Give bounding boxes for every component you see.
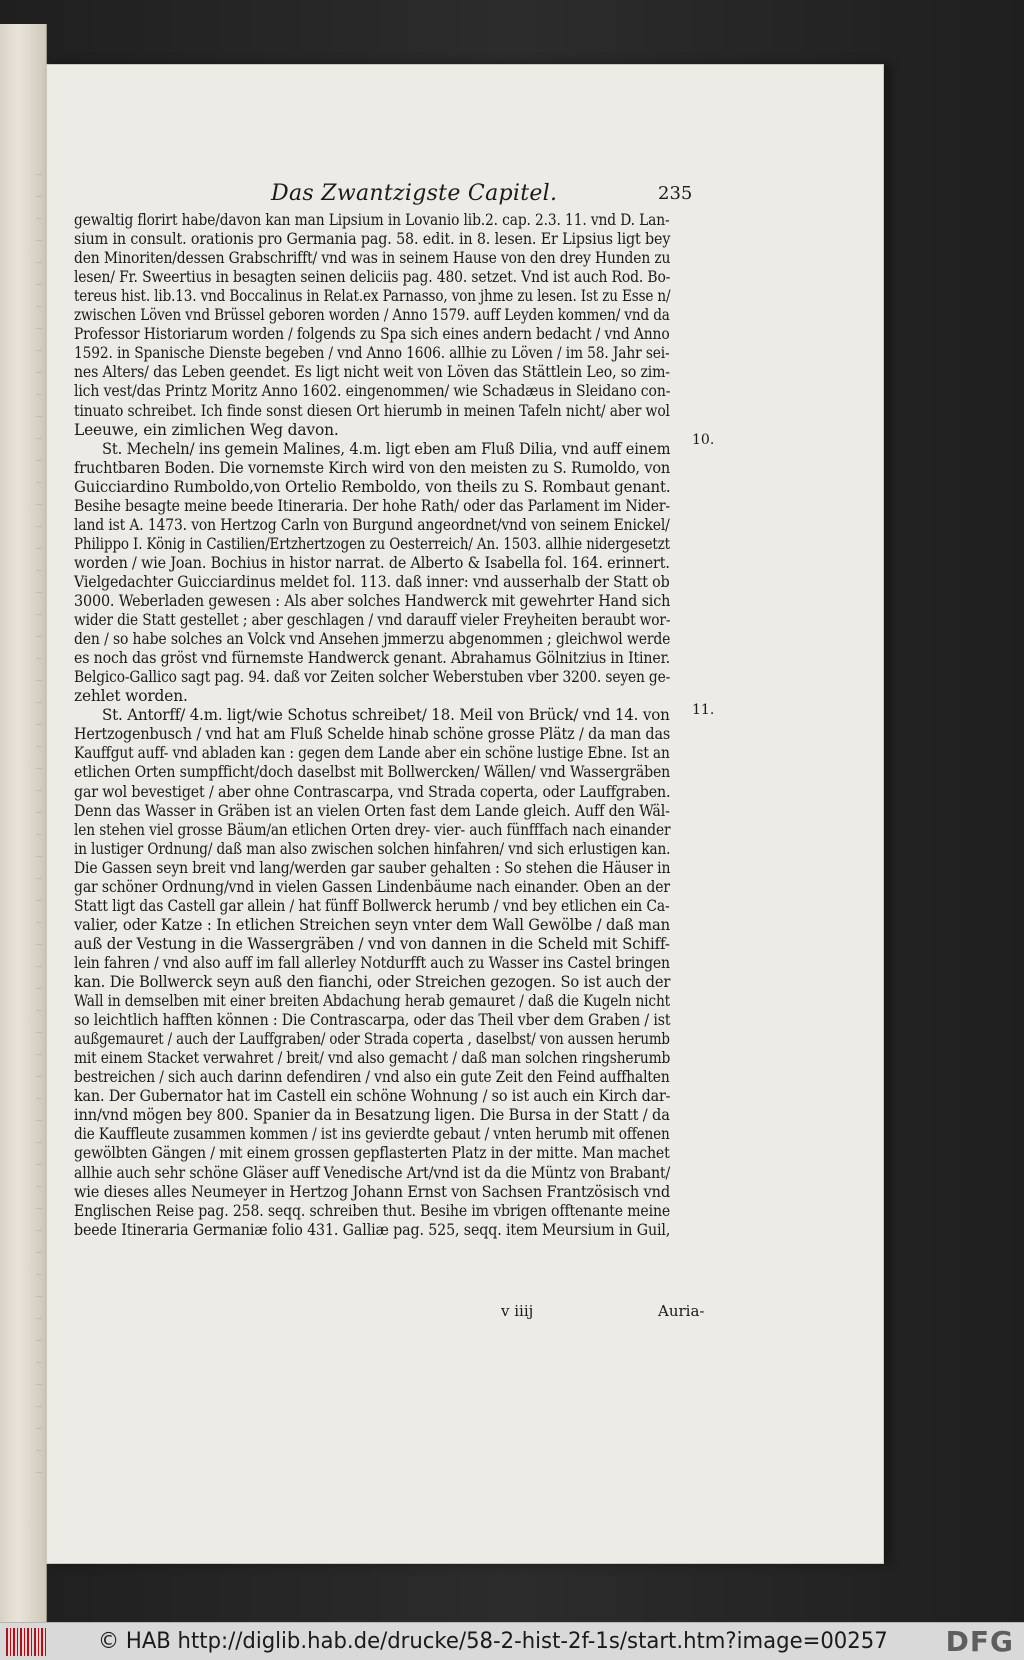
text-line: valier, oder Katze : In etlichen Streichen seyn vnter dem Wall Gewölbe / daß man	[74, 915, 670, 934]
book-edge	[0, 24, 47, 1624]
text-line: kan. Der Gubernator hat im Castell ein schöne Wohnung / so ist auch ein Kirch dar-	[74, 1087, 671, 1106]
text-line: 3000. Weberladen gewesen : Als aber solches Handwerck mit gewehrter Hand sich	[74, 592, 671, 610]
text-line: tereus hist. lib.13. vnd Boccalinus in Relat.ex Parnasso, von jhme zu lesen. Ist zu Esse n/	[74, 287, 671, 306]
text-line: Statt ligt das Castell gar allein / hat fünff Bollwerck herumb / vnd bey etlichen ein Ca-	[74, 896, 670, 915]
margin-note: 11.	[692, 702, 715, 718]
text-line: gar schöner Ordnung/vnd in vielen Gassen Lindenbäume nach einander. Oben an der	[74, 877, 670, 896]
text-line: zehlet worden.	[74, 687, 188, 706]
text-line: Wall in demselben mit einer breiten Abdachung herab gemauret / daß die Kugeln nicht	[74, 992, 671, 1011]
margin-note: 10.	[692, 432, 715, 448]
text-line: gar wol bevestiget / aber ohne Contrascarpa, vnd Strada coperta, oder Lauffgraben.	[74, 782, 671, 801]
source-url[interactable]: © HAB http://diglib.hab.de/drucke/58-2-hist-2f-1s/start.htm?image=00257	[98, 1629, 888, 1654]
text-line: inn/vnd mögen bey 800. Spanier da in Besatzung ligen. Die Bursa in der Statt / da	[74, 1106, 670, 1125]
text-line: Denn das Wasser in Gräben ist an vielen Orten fast dem Lande gleich. Auff den Wäl-	[74, 801, 670, 820]
running-title: Das Zwantzigste Capitel.	[271, 181, 558, 206]
text-line: Belgico-Gallico sagt pag. 94. daß vor Zeiten solcher Weberstuben vber 3200. seyen ge-	[74, 668, 671, 687]
body-text	[74, 210, 674, 1370]
text-line: Kauffgut auff- vnd abladen kan : gegen dem Lande aber ein schöne lustige Ebne. Ist an	[74, 744, 670, 763]
text-line: gewaltig florirt habe/davon kan man Lipsium in Lovanio lib.2. cap. 2.3. 11. vnd D. Lan-	[74, 211, 670, 229]
text-line: kan. Die Bollwerck seyn auß den fianchi, oder Streichen gezogen. So ist auch der	[74, 973, 671, 991]
text-line: allhie auch sehr schöne Gläser auff Venedische Art/vnd ist da die Müntz von Brabant/	[74, 1163, 671, 1182]
text-line: 1592. in Spanische Dienste begeben / vnd Anno 1606. allhie zu Löven / im 58. Jahr sei-	[74, 344, 670, 363]
text-line: sium in consult. orationis pro Germania pag. 58. edit. in 8. lesen. Er Lipsius ligt bey	[74, 230, 671, 249]
text-line: fruchtbaren Boden. Die vornemste Kirch wird von den meisten zu S. Rumoldo, von	[74, 458, 671, 477]
text-line: Philippo I. König in Castilien/Ertzhertzogen zu Oesterreich/ An. 1503. allhie nidergesetzt	[74, 534, 670, 553]
text-line: worden / wie Joan. Bochius in histor narrat. de Alberto & Isabella fol. 164. erinnert.	[74, 553, 670, 572]
text-line: mit einem Stacket verwahret / breit/ vnd also gemacht / daß man solchen ringsherumb	[74, 1049, 671, 1068]
text-line: Englischen Reise pag. 258. seqq. schreiben thut. Besihe im vbrigen offtenante meine	[74, 1201, 671, 1220]
text-line: auß der Vestung in die Wassergräben / vnd von dannen in die Scheld mit Schiff-	[74, 934, 670, 953]
text-line: etlichen Orten sumpfficht/doch daselbst mit Bollwercken/ Wällen/ vnd Wassergräben	[74, 763, 671, 782]
text-line: land ist A. 1473. von Hertzog Carln von Burgund angeordnet/vnd von seinem Enickel/	[74, 515, 670, 534]
text-line: St. Mecheln/ ins gemein Malines, 4.m. ligt eben am Fluß Dilia, vnd auff einem	[102, 439, 671, 458]
text-line: Die Gassen seyn breit vnd lang/werden gar sauber gehalten : So stehen die Häuser in	[74, 858, 671, 877]
page-edge-texture	[36, 174, 42, 1494]
text-line: tinuato schreibet. Ich finde sonst diesen Ort hierumb in meinen Tafeln nicht/ aber wol	[74, 401, 670, 420]
text-line: den / so habe solches an Volck vnd Ansehen jmmerzu abgenommen ; gleichwol werde	[74, 630, 671, 649]
text-line: gewölbten Gängen / mit einem grossen gepflasterten Platz in der mitte. Man machet	[74, 1144, 670, 1163]
page-number: 235	[658, 183, 693, 204]
text-line: den Minoriten/dessen Grabschrifft/ vnd was in seinem Hause von den drey Hunden zu	[74, 249, 671, 268]
text-line: Leeuwe, ein zimlichen Weg davon.	[74, 420, 339, 439]
text-line: Vielgedachter Guicciardinus meldet fol. 113. daß inner: vnd ausserhalb der Statt ob	[74, 572, 670, 591]
text-line: so leichtlich hafften können : Die Contrascarpa, oder das Theil vber dem Graben / ist	[74, 1011, 671, 1030]
book-page	[46, 64, 884, 1564]
text-line: Besihe besagte meine beede Itineraria. Der hohe Rath/ oder das Parlament im Nider-	[74, 496, 671, 515]
text-line: außgemauret / auch der Lauffgraben/ oder Strada coperta , daselbst/ von aussen herumb	[74, 1030, 670, 1049]
text-line: bestreichen / sich auch darinn defendiren / vnd also ein gute Zeit den Feind auffhalten	[74, 1068, 670, 1087]
text-line: lein fahren / vnd also auff im fall allerley Notdurfft auch zu Wasser ins Castel bringen	[74, 953, 670, 972]
text-line: Hertzogenbusch / vnd hat am Fluß Schelde hinab schöne grosse Plätz / da man das	[74, 725, 671, 744]
text-line: die Kauffleute zusammen kommen / ist ins gevierdte gebaut / vnten herumb mit offenen	[74, 1125, 670, 1144]
text-line: lesen/ Fr. Sweertius in besagten seinen deliciis pag. 480. setzet. Vnd ist auch Rod. Bo-	[74, 268, 671, 287]
text-line: wider die Statt gestellet ; aber geschlagen / vnd darauff vieler Freyheiten beraubt wor-	[74, 611, 671, 630]
catchword: Auria-	[658, 1302, 705, 1320]
text-line: in lustiger Ordnung/ daß man also zwischen solchen hinfahren/ vnd sich erlustigen kan.	[74, 839, 671, 858]
text-line: nes Alters/ das Leben geendet. Es ligt nicht weit von Löven das Stättlein Leo, so zim-	[74, 363, 670, 382]
text-line: Guicciardino Rumboldo,von Ortelio Remboldo, von theils zu S. Rombaut genant.	[74, 477, 671, 496]
text-line: lich vest/das Printz Moritz Anno 1602. eingenommen/ wie Schadæus in Sleidano con-	[74, 382, 671, 401]
dfg-logo: DFG	[945, 1625, 1014, 1658]
footer-bar	[0, 1622, 1024, 1660]
text-line: es noch das gröst vnd fürnemste Handwerck genant. Abrahamus Gölnitzius in Itiner.	[74, 649, 670, 668]
text-line: beede Itineraria Germaniæ folio 431. Galliæ pag. 525, seqq. item Meursium in Guil,	[74, 1220, 671, 1239]
text-line: len stehen viel grosse Bäum/an etlichen Orten drey- vier- auch fünfffach nach einander	[74, 820, 671, 839]
text-line: St. Antorff/ 4.m. ligt/wie Schotus schreibet/ 18. Meil von Brück/ vnd 14. von	[102, 706, 670, 725]
text-line: Professor Historiarum worden / folgends zu Spa sich eines andern bedacht / vnd Anno	[74, 325, 670, 344]
text-line: wie dieses alles Neumeyer in Hertzog Johann Ernst von Sachsen Frantzösisch vnd	[74, 1182, 670, 1201]
signature-mark: v iiij	[501, 1302, 534, 1320]
text-line: zwischen Löven vnd Brüssel geboren worden / Anno 1579. auff Leyden kommen/ vnd da	[74, 306, 670, 325]
hab-logo-icon	[6, 1628, 46, 1656]
